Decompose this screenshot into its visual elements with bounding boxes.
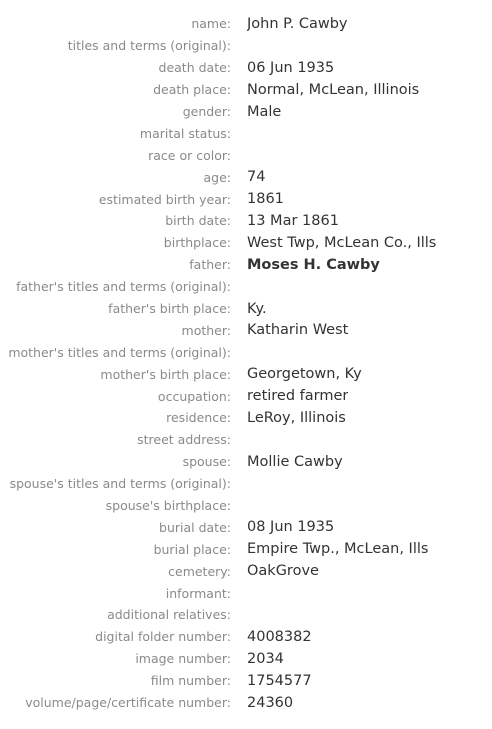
field-value: Mollie Cawby — [247, 453, 343, 470]
field-label: death place: — [153, 82, 231, 98]
field-label: gender: — [182, 104, 231, 119]
field-row-father — [0, 254, 492, 276]
field-label: residence: — [166, 410, 231, 426]
field-value: 1861 — [247, 191, 284, 208]
field-label: burial place: — [153, 541, 231, 557]
field-row-burial-place — [0, 538, 492, 560]
field-value: Ky. — [247, 300, 267, 317]
field-row-mothers-birth-place — [0, 363, 492, 385]
field-row-digital-folder-number — [0, 626, 492, 648]
field-label: marital status: — [139, 125, 231, 141]
field-row-spouses-titles-and-terms — [0, 473, 492, 495]
field-value-father: Moses H. Cawby — [247, 256, 380, 273]
field-label: mother's titles and terms (original): — [8, 344, 231, 360]
field-row-residence — [0, 407, 492, 429]
field-row-marital-status — [0, 122, 492, 144]
field-label: occupation: — [157, 388, 231, 404]
field-row-film-number — [0, 670, 492, 692]
field-row-certificate-number — [0, 692, 492, 714]
field-label: father's birth place: — [108, 301, 231, 317]
field-row-estimated-birth-year — [0, 188, 492, 210]
field-label: spouse: — [182, 454, 231, 470]
field-label: volume/page/certificate number: — [25, 695, 231, 711]
field-label: street address: — [137, 432, 231, 448]
field-row-birth-date — [0, 210, 492, 232]
field-label: film number: — [150, 673, 231, 689]
field-row-race-or-color — [0, 144, 492, 166]
field-value: Empire Twp., McLean, Ills — [247, 541, 429, 558]
field-label: father's titles and terms (original): — [16, 279, 231, 295]
field-row-image-number — [0, 648, 492, 670]
field-row-spouse — [0, 451, 492, 473]
field-value: Normal, McLean, Illinois — [247, 81, 420, 98]
field-value: 08 Jun 1935 — [247, 519, 335, 536]
field-row-additional-relatives — [0, 604, 492, 626]
field-label: name: — [191, 16, 231, 32]
field-label: digital folder number: — [95, 629, 231, 645]
field-label: death date: — [158, 60, 231, 76]
field-row-street-address — [0, 429, 492, 451]
field-value: John P. Cawby — [247, 15, 348, 32]
field-value: 2034 — [247, 650, 284, 667]
field-row-mother — [0, 319, 492, 341]
field-label: titles and terms (original): — [67, 38, 231, 54]
field-row-titles-and-terms — [0, 35, 492, 57]
field-row-death-place — [0, 79, 492, 101]
field-label: mother: — [181, 322, 231, 338]
field-value: 1754577 — [247, 672, 312, 689]
field-row-cemetery — [0, 560, 492, 582]
field-value: OakGrove — [247, 563, 319, 580]
field-label: cemetery: — [168, 563, 231, 579]
field-row-informant — [0, 582, 492, 604]
field-label: age: — [203, 169, 231, 185]
field-row-age — [0, 166, 492, 188]
field-label: race or color: — [148, 147, 231, 163]
field-value: LeRoy, Illinois — [247, 409, 346, 426]
field-label: father: — [189, 257, 231, 273]
field-value: Male — [247, 103, 282, 120]
field-label: spouse's titles and terms (original): — [9, 476, 231, 492]
field-value: 06 Jun 1935 — [247, 59, 335, 76]
field-label: additional relatives: — [107, 607, 231, 623]
field-row-mothers-titles-and-terms — [0, 341, 492, 363]
field-label: image number: — [135, 651, 231, 667]
field-label: birthplace: — [163, 235, 231, 251]
field-row-birthplace — [0, 232, 492, 254]
field-value: 13 Mar 1861 — [247, 212, 339, 229]
field-value: Katharin West — [247, 322, 349, 339]
field-value: 4008382 — [247, 628, 312, 645]
field-label: burial date: — [159, 519, 231, 535]
field-label: spouse's birthplace: — [105, 498, 231, 514]
field-value: 24360 — [247, 694, 294, 711]
field-row-gender — [0, 101, 492, 123]
field-row-fathers-titles-and-terms — [0, 276, 492, 298]
field-row-name — [0, 13, 492, 35]
field-label: birth date: — [165, 213, 231, 229]
field-label: estimated birth year: — [98, 191, 231, 207]
field-label: informant: — [165, 585, 231, 601]
field-value: West Twp, McLean Co., Ills — [247, 234, 437, 251]
field-value: 74 — [247, 169, 266, 186]
field-row-death-date — [0, 57, 492, 79]
field-row-occupation — [0, 385, 492, 407]
field-value: Georgetown, Ky — [247, 366, 362, 383]
record-details — [0, 13, 492, 714]
field-row-burial-date — [0, 516, 492, 538]
field-row-fathers-birth-place — [0, 298, 492, 320]
field-row-spouses-birthplace — [0, 495, 492, 517]
field-label: mother's birth place: — [100, 366, 231, 382]
field-value: retired farmer — [247, 388, 349, 405]
